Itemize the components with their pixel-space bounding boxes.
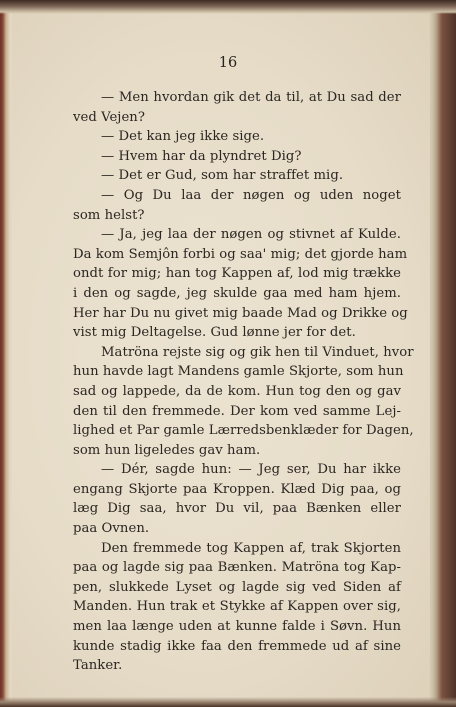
text-line: den til den fremmede. Der kom ved samme Lej- [73,403,401,419]
text-line: — Dér, sagde hun: — Jeg ser, Du har ikke [101,462,401,478]
text-line: vist mig Deltagelse. Gud lønne jer for det. [73,325,356,341]
text-line: læg Dig saa, hvor Du vil, paa Bænken eller [73,501,401,517]
text-line: — Det er Gud, som har straffet mig. [101,168,344,184]
text-line: — Og Du laa der nøgen og uden noget [101,187,401,203]
text-line: Den fremmede tog Kappen af, trak Skjorten [101,540,401,556]
text-line: ved Vejen? [73,109,145,125]
text-line: Her har Du nu givet mig baade Mad og Drikke og [73,305,408,321]
text-line: Matröna rejste sig og gik hen til Vinduet, hvor [101,344,414,360]
text-line: sad og lappede, da de kom. Hun tog den og gav [73,383,401,399]
text-line: kunde stadig ikke faa den fremmede ud af sine [73,638,401,654]
text-line: — Men hvordan gik det da til, at Du sad der [101,90,401,105]
text-line: ondt for mig; han tog Kappen af, lod mig trække [73,266,401,282]
text-line: paa Ovnen. [73,521,150,537]
text-line: Manden. Hun trak et Stykke af Kappen over sig, [73,599,401,615]
text-line: hun havde lagt Mandens gamle Skjorte, som hun [73,364,404,380]
text-line: som hun ligeledes gav ham. [73,442,261,458]
body-text [73,88,414,676]
page-number: 16 [218,55,238,71]
text-line: engang Skjorte paa Kroppen. Klæd Dig paa, og [73,481,401,497]
text-line: — Ja, jeg laa der nøgen og stivnet af Kulde. [101,227,401,243]
text-line: pen, slukkede Lyset og lagde sig ved Siden af [73,579,401,595]
book-bottom-edge [0,697,456,707]
text-line: paa og lagde sig paa Bænken. Matröna tog Kap- [73,560,401,576]
text-line: — Hvem har da plyndret Dig? [101,148,302,164]
text-line: men laa længe uden at kunne falde i Søvn. Hun [73,619,401,635]
text-line: Tanker. [73,658,123,674]
text-line: som helst? [73,207,145,223]
text-line: i den og sagde, jeg skulde gaa med ham hjem. [73,285,401,301]
text-line: Da kom Semjôn forbi og saa' mig; det gjorde ham [73,246,408,262]
text-line: lighed et Par gamle Lærredsbenklæder for Dagen, [73,423,414,439]
text-line: — Det kan jeg ikke sige. [101,129,265,145]
book-top-edge [0,0,456,14]
